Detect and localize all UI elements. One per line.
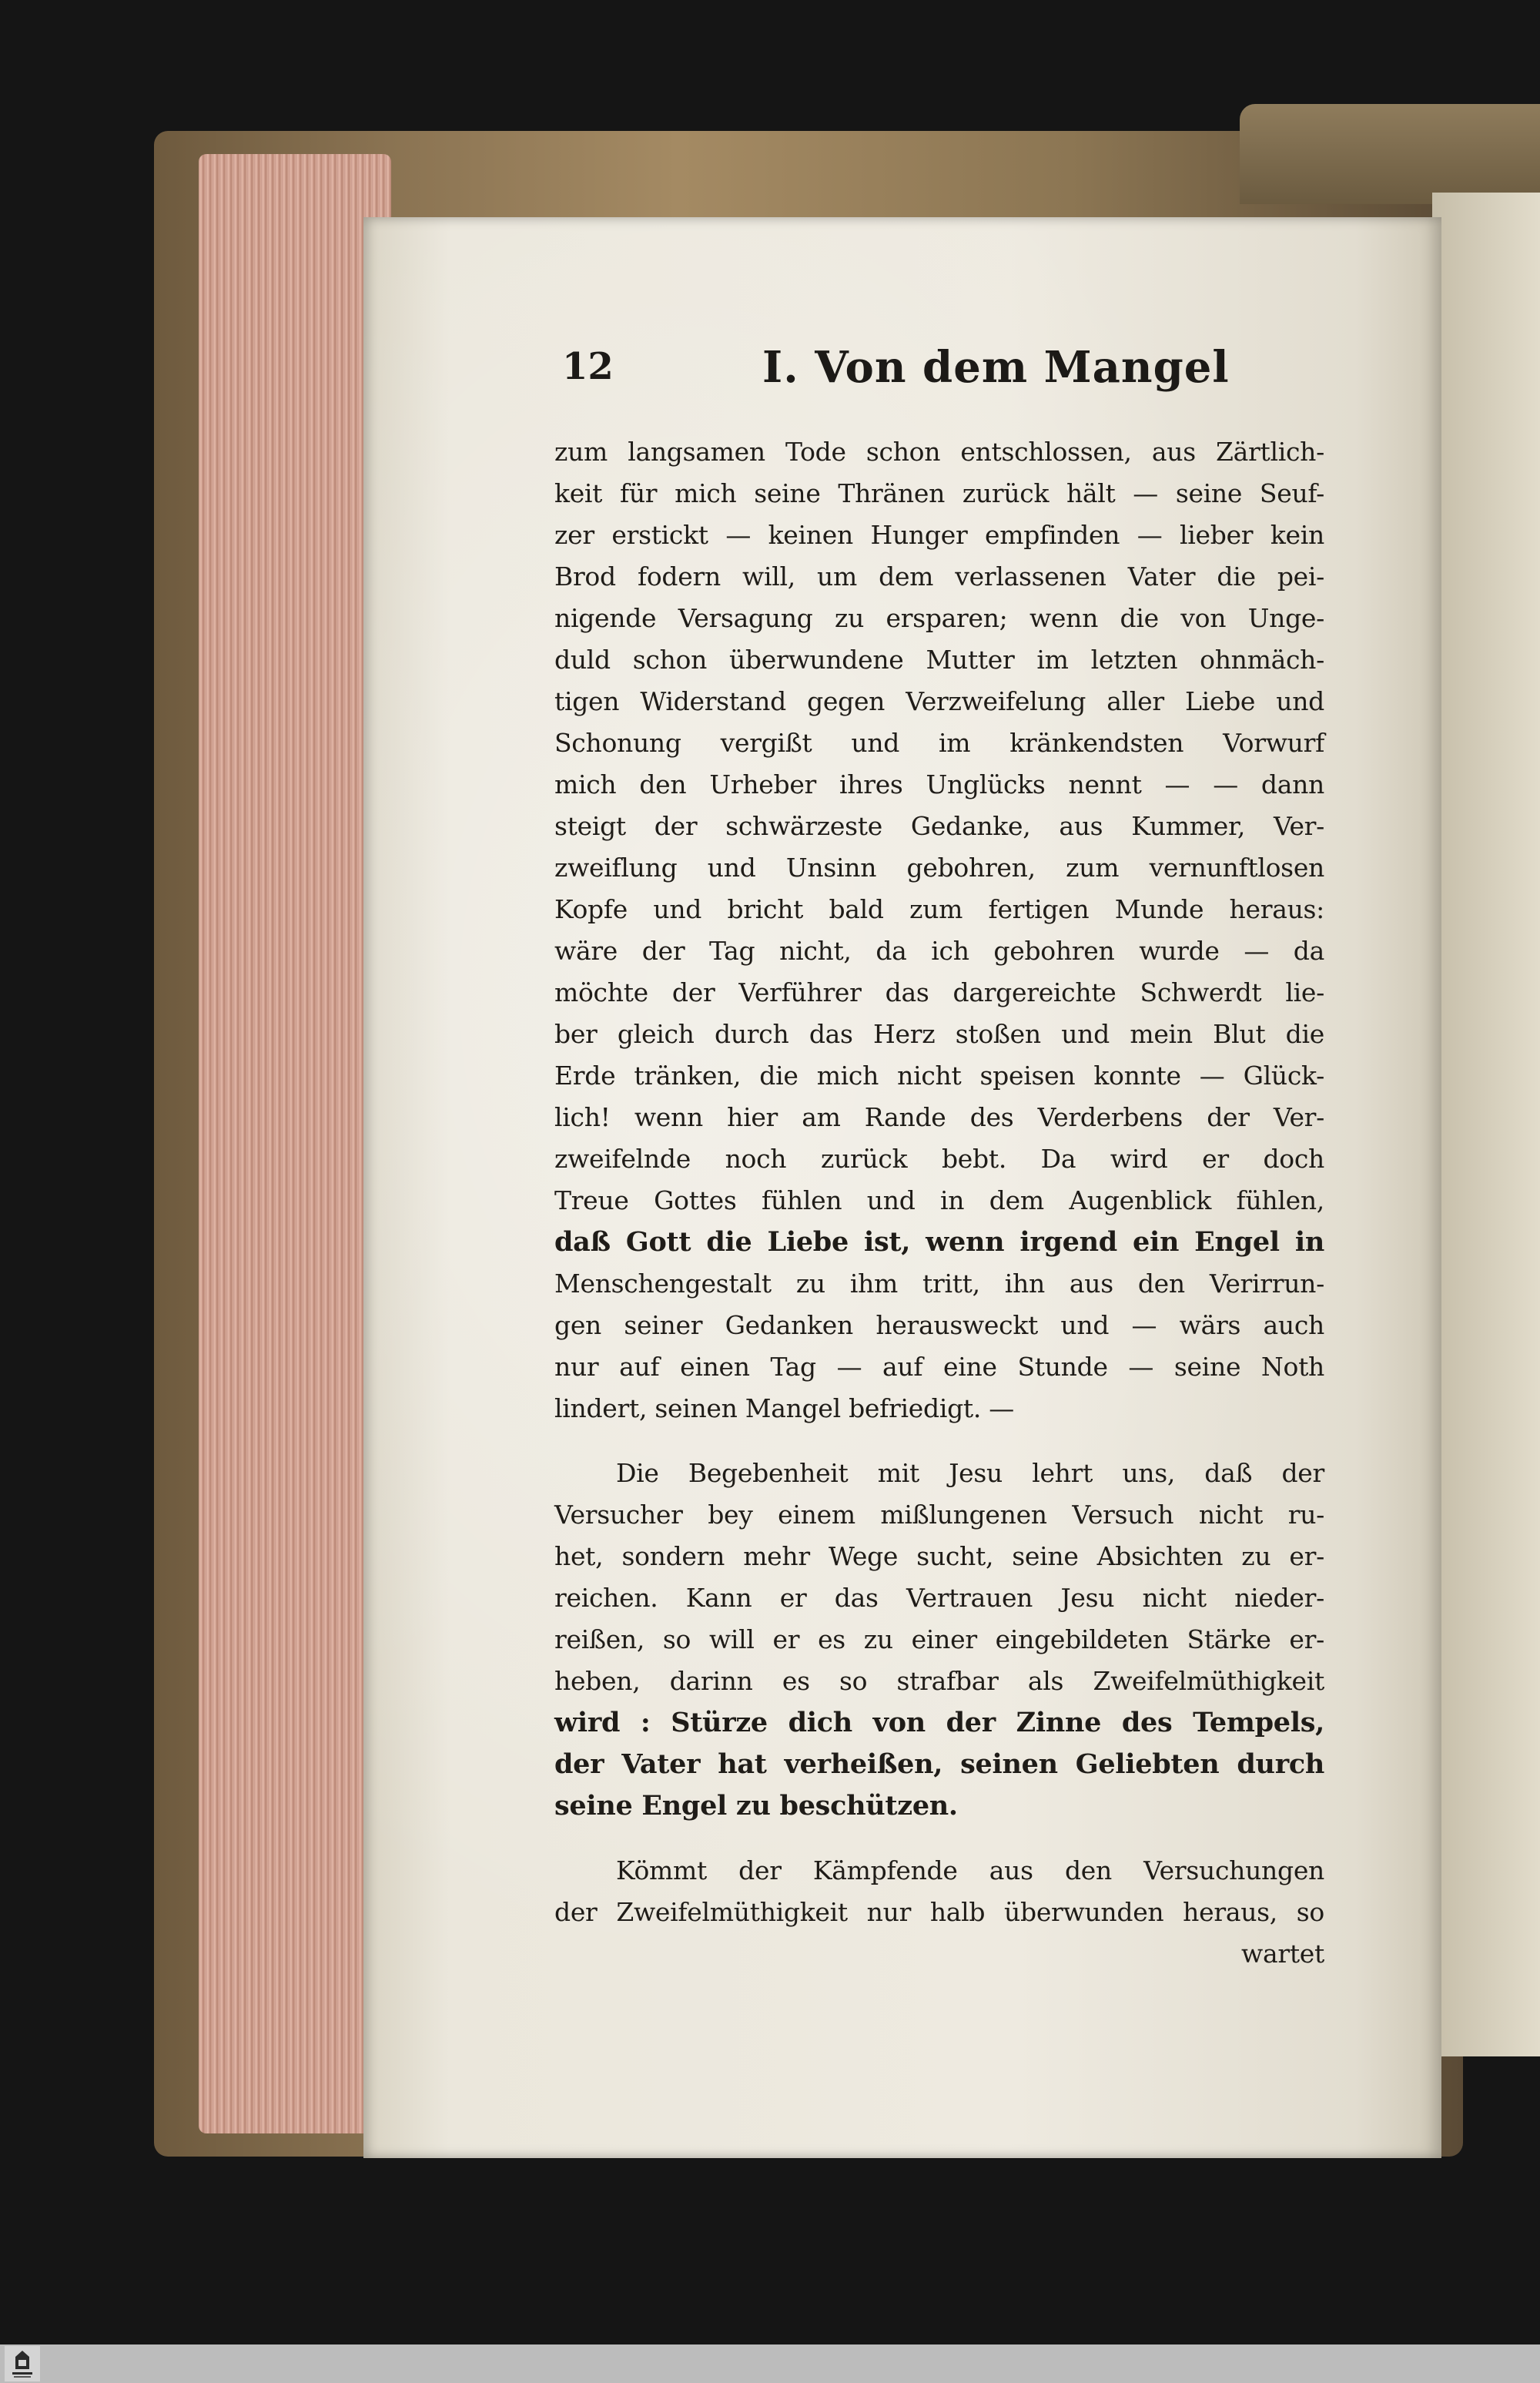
text-line: zum langsamen Tode schon entschlossen, aus Zärtlich- — [554, 437, 1324, 467]
text-line: tigen Widerstand gegen Verzweifelung aller Liebe und — [554, 686, 1324, 716]
text-line-emphasis: daß Gott die Liebe ist, wenn irgend ein Engel in — [554, 1226, 1324, 1258]
text-line: keit für mich seine Thränen zurück hält — seine Seuf- — [554, 478, 1324, 508]
text-line: möchte der Verführer das dargereichte Schwerdt lie- — [554, 977, 1324, 1007]
text-line: duld schon überwundene Mutter im letzten ohnmäch- — [554, 645, 1324, 675]
viewer-bottom-bar — [0, 2344, 1540, 2383]
text-line: nigende Versagung zu ersparen; wenn die von Unge- — [554, 603, 1324, 633]
text-line: Kömmt der Kämpfende aus den Versuchungen — [616, 1855, 1324, 1885]
text-line: nur auf einen Tag — auf eine Stunde — seine Noth — [554, 1352, 1324, 1382]
page-header — [562, 342, 1332, 407]
text-line: Erde tränken, die mich nicht speisen konnte — Glück- — [554, 1061, 1324, 1091]
text-line: heben, darinn es so strafbar als Zweifelmüthigkeit — [554, 1666, 1324, 1696]
running-head: I. Von dem Mangel — [762, 342, 1230, 393]
text-line: reißen, so will er es zu einer eingebildeten Stärke er- — [554, 1624, 1324, 1654]
page-number: 12 — [562, 345, 614, 388]
text-line: lich! wenn hier am Rande des Verderbens der Ver- — [554, 1102, 1324, 1132]
text-line: wäre der Tag nicht, da ich gebohren wurde — da — [554, 936, 1324, 966]
text-line-emphasis: wird : Stürze dich von der Zinne des Tempels, — [554, 1707, 1324, 1738]
text-line: zweiflung und Unsinn gebohren, zum vernunftlosen — [554, 853, 1324, 883]
paragraph-2 — [554, 1453, 1324, 1827]
text-line: mich den Urheber ihres Unglücks nennt — — dann — [554, 769, 1324, 799]
text-line: reichen. Kann er das Vertrauen Jesu nicht nieder- — [554, 1583, 1324, 1613]
page-fore-edge — [199, 154, 391, 2133]
text-line: lindert, seinen Mangel befriedigt. — — [554, 1393, 1014, 1423]
text-line: der Zweifelmüthigkeit nur halb überwunden heraus, so — [554, 1897, 1324, 1927]
facing-page-edge — [1432, 193, 1540, 2056]
text-line: Menschengestalt zu ihm tritt, ihn aus den Verirrun- — [554, 1269, 1324, 1299]
text-line: Schonung vergißt und im kränkendsten Vorwurf — [554, 728, 1324, 758]
text-line: gen seiner Gedanken herausweckt und — wärs auch — [554, 1310, 1324, 1340]
paragraph-gap — [554, 1429, 1324, 1453]
catchword: wartet — [1241, 1939, 1324, 1969]
text-line: ber gleich durch das Herz stoßen und mein Blut die — [554, 1019, 1324, 1049]
text-line: zweifelnde noch zurück bebt. Da wird er doch — [554, 1144, 1324, 1174]
text-line: Brod fodern will, um dem verlassenen Vater die pei- — [554, 561, 1324, 592]
text-line-emphasis: seine Engel zu beschützen. — [554, 1790, 958, 1822]
paragraph-3 — [554, 1850, 1324, 1975]
paragraph-1 — [554, 431, 1324, 1429]
text-line: steigt der schwärzeste Gedanke, aus Kummer, Ver- — [554, 811, 1324, 841]
text-line-emphasis: der Vater hat verheißen, seinen Geliebten durch — [554, 1748, 1324, 1780]
paragraph-gap — [554, 1827, 1324, 1850]
text-line: zer erstickt — keinen Hunger empfinden — lieber kein — [554, 520, 1324, 550]
text-line: Kopfe und bricht bald zum fertigen Munde heraus: — [554, 894, 1324, 924]
text-line: Die Begebenheit mit Jesu lehrt uns, daß der — [616, 1458, 1324, 1488]
book-spine-top — [1240, 104, 1540, 204]
text-line: het, sondern mehr Wege sucht, seine Absichten zu er- — [554, 1541, 1324, 1571]
body-text — [554, 431, 1324, 1975]
library-logo-icon — [5, 2346, 40, 2381]
text-line: Treue Gottes fühlen und in dem Augenblick fühlen, — [554, 1185, 1324, 1215]
text-line: Versucher bey einem mißlungenen Versuch nicht ru- — [554, 1500, 1324, 1530]
